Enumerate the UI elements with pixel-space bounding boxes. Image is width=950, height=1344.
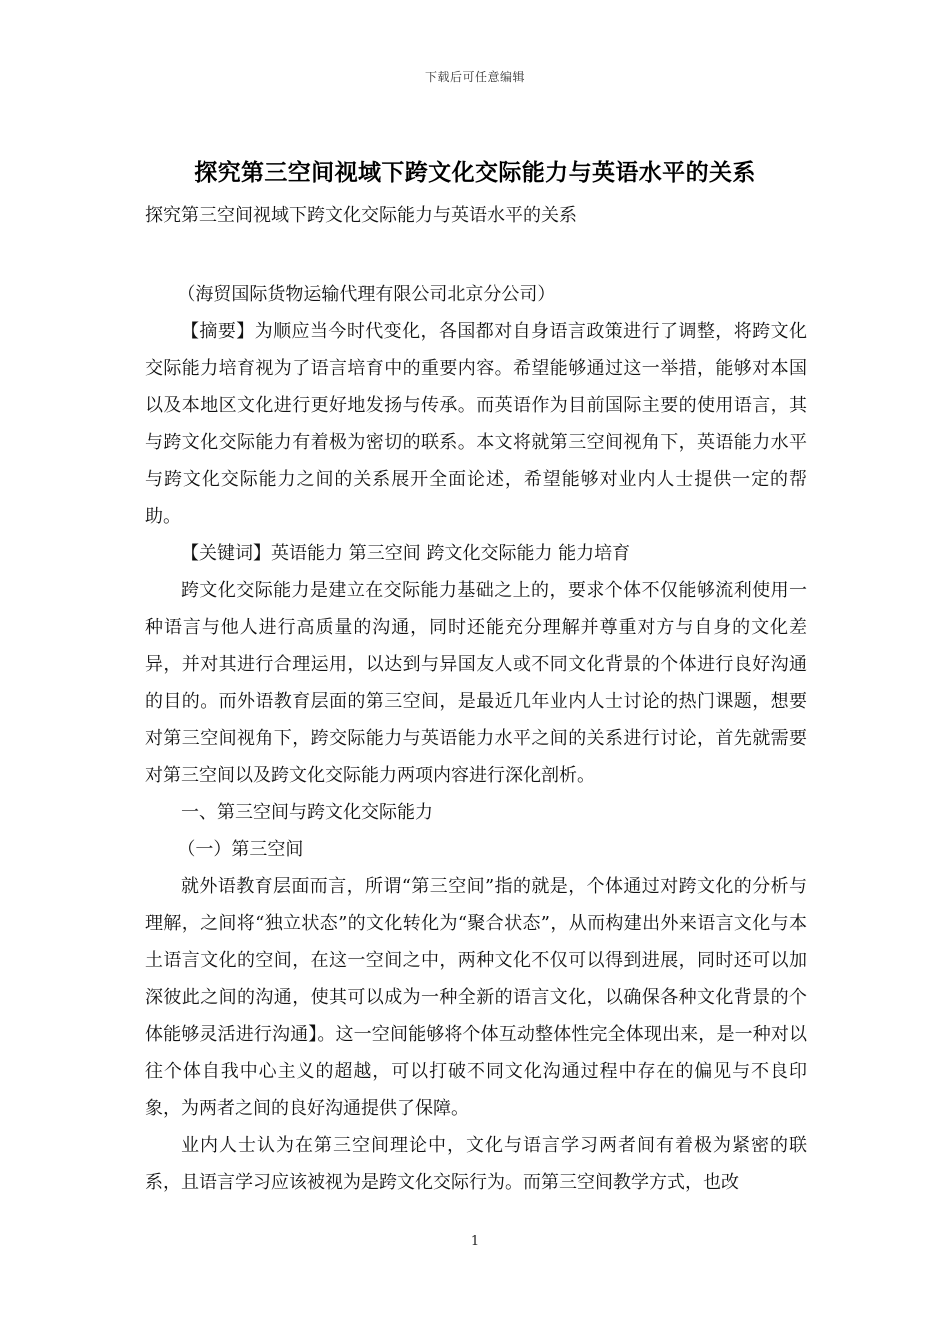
body-paragraph-2: 业内人士认为在第三空间理论中，文化与语言学习两者间有着极为紧密的联系，且语言学习应该被视为是跨文化交际行为。而第三空间教学方式，也改 [145,1135,807,1193]
page-number: 1 [470,1234,480,1249]
page-header-note: 下载后可任意编辑 [424,70,525,84]
subsection-heading-1-1: （一）第三空间 [177,839,304,860]
intro-paragraph: 跨文化交际能力是建立在交际能力基础之上的，要求个体不仅能够流利使用一种语言与他人进行高质量的沟通，同时还能充分理解并尊重对方与自身的文化差异，并对其进行合理运用，以达到与异国友人或不同文化背景的个体进行良好沟通的目的。而外语教育层面的第三空间，是最近几年业内人士讨论的热门课题，想要对第三空间视角下，跨交际能力与英语能力水平之间的关系进行讨论，首先就需要对第三空间以及跨文化交际能力两项内容进行深化剖析。 [145,580,807,786]
keywords-paragraph: 【关键词】英语能力 第三空间 跨文化交际能力 能力培育 [181,543,631,564]
document-title: 探究第三空间视域下跨文化交际能力与英语水平的关系 [194,159,756,186]
abstract-paragraph: 【摘要】为顺应当今时代变化，各国都对自身语言政策进行了调整，将跨文化交际能力培育视为了语言培育中的重要内容。希望能够通过这一举措，能够对本国以及本地区文化进行更好地发扬与传承。而英语作为目前国际主要的使用语言，其与跨文化交际能力有着极为密切的联系。本文将就第三空间视角下，英语能力水平与跨文化交际能力之间的关系展开全面论述，希望能够对业内人士提供一定的帮助。 [145,321,807,527]
author-affiliation: （海贸国际货物运输代理有限公司北京分公司） [177,284,556,305]
body-paragraph-1: 就外语教育层面而言，所谓“第三空间”指的就是，个体通过对跨文化的分析与理解，之间将“独立状态”的文化转化为“聚合状态”，从而构建出外来语言文化与本土语言文化的空间，在这一空间之中，两种文化不仅可以得到进展，同时还可以加深彼此之间的沟通，使其可以成为一种全新的语言文化，以确保各种文化背景的个体能够灵活进行沟通】。这一空间能够将个体互动整体性完全体现出来，是一种对以往个体自我中心主义的超越，可以打破不同文化沟通过程中存在的偏见与不良印象，为两者之间的良好沟通提供了保障。 [145,876,807,1119]
document-body [145,276,807,1201]
document-subtitle: 探究第三空间视域下跨文化交际能力与英语水平的关系 [145,205,577,226]
section-heading-1: 一、第三空间与跨文化交际能力 [181,802,433,823]
